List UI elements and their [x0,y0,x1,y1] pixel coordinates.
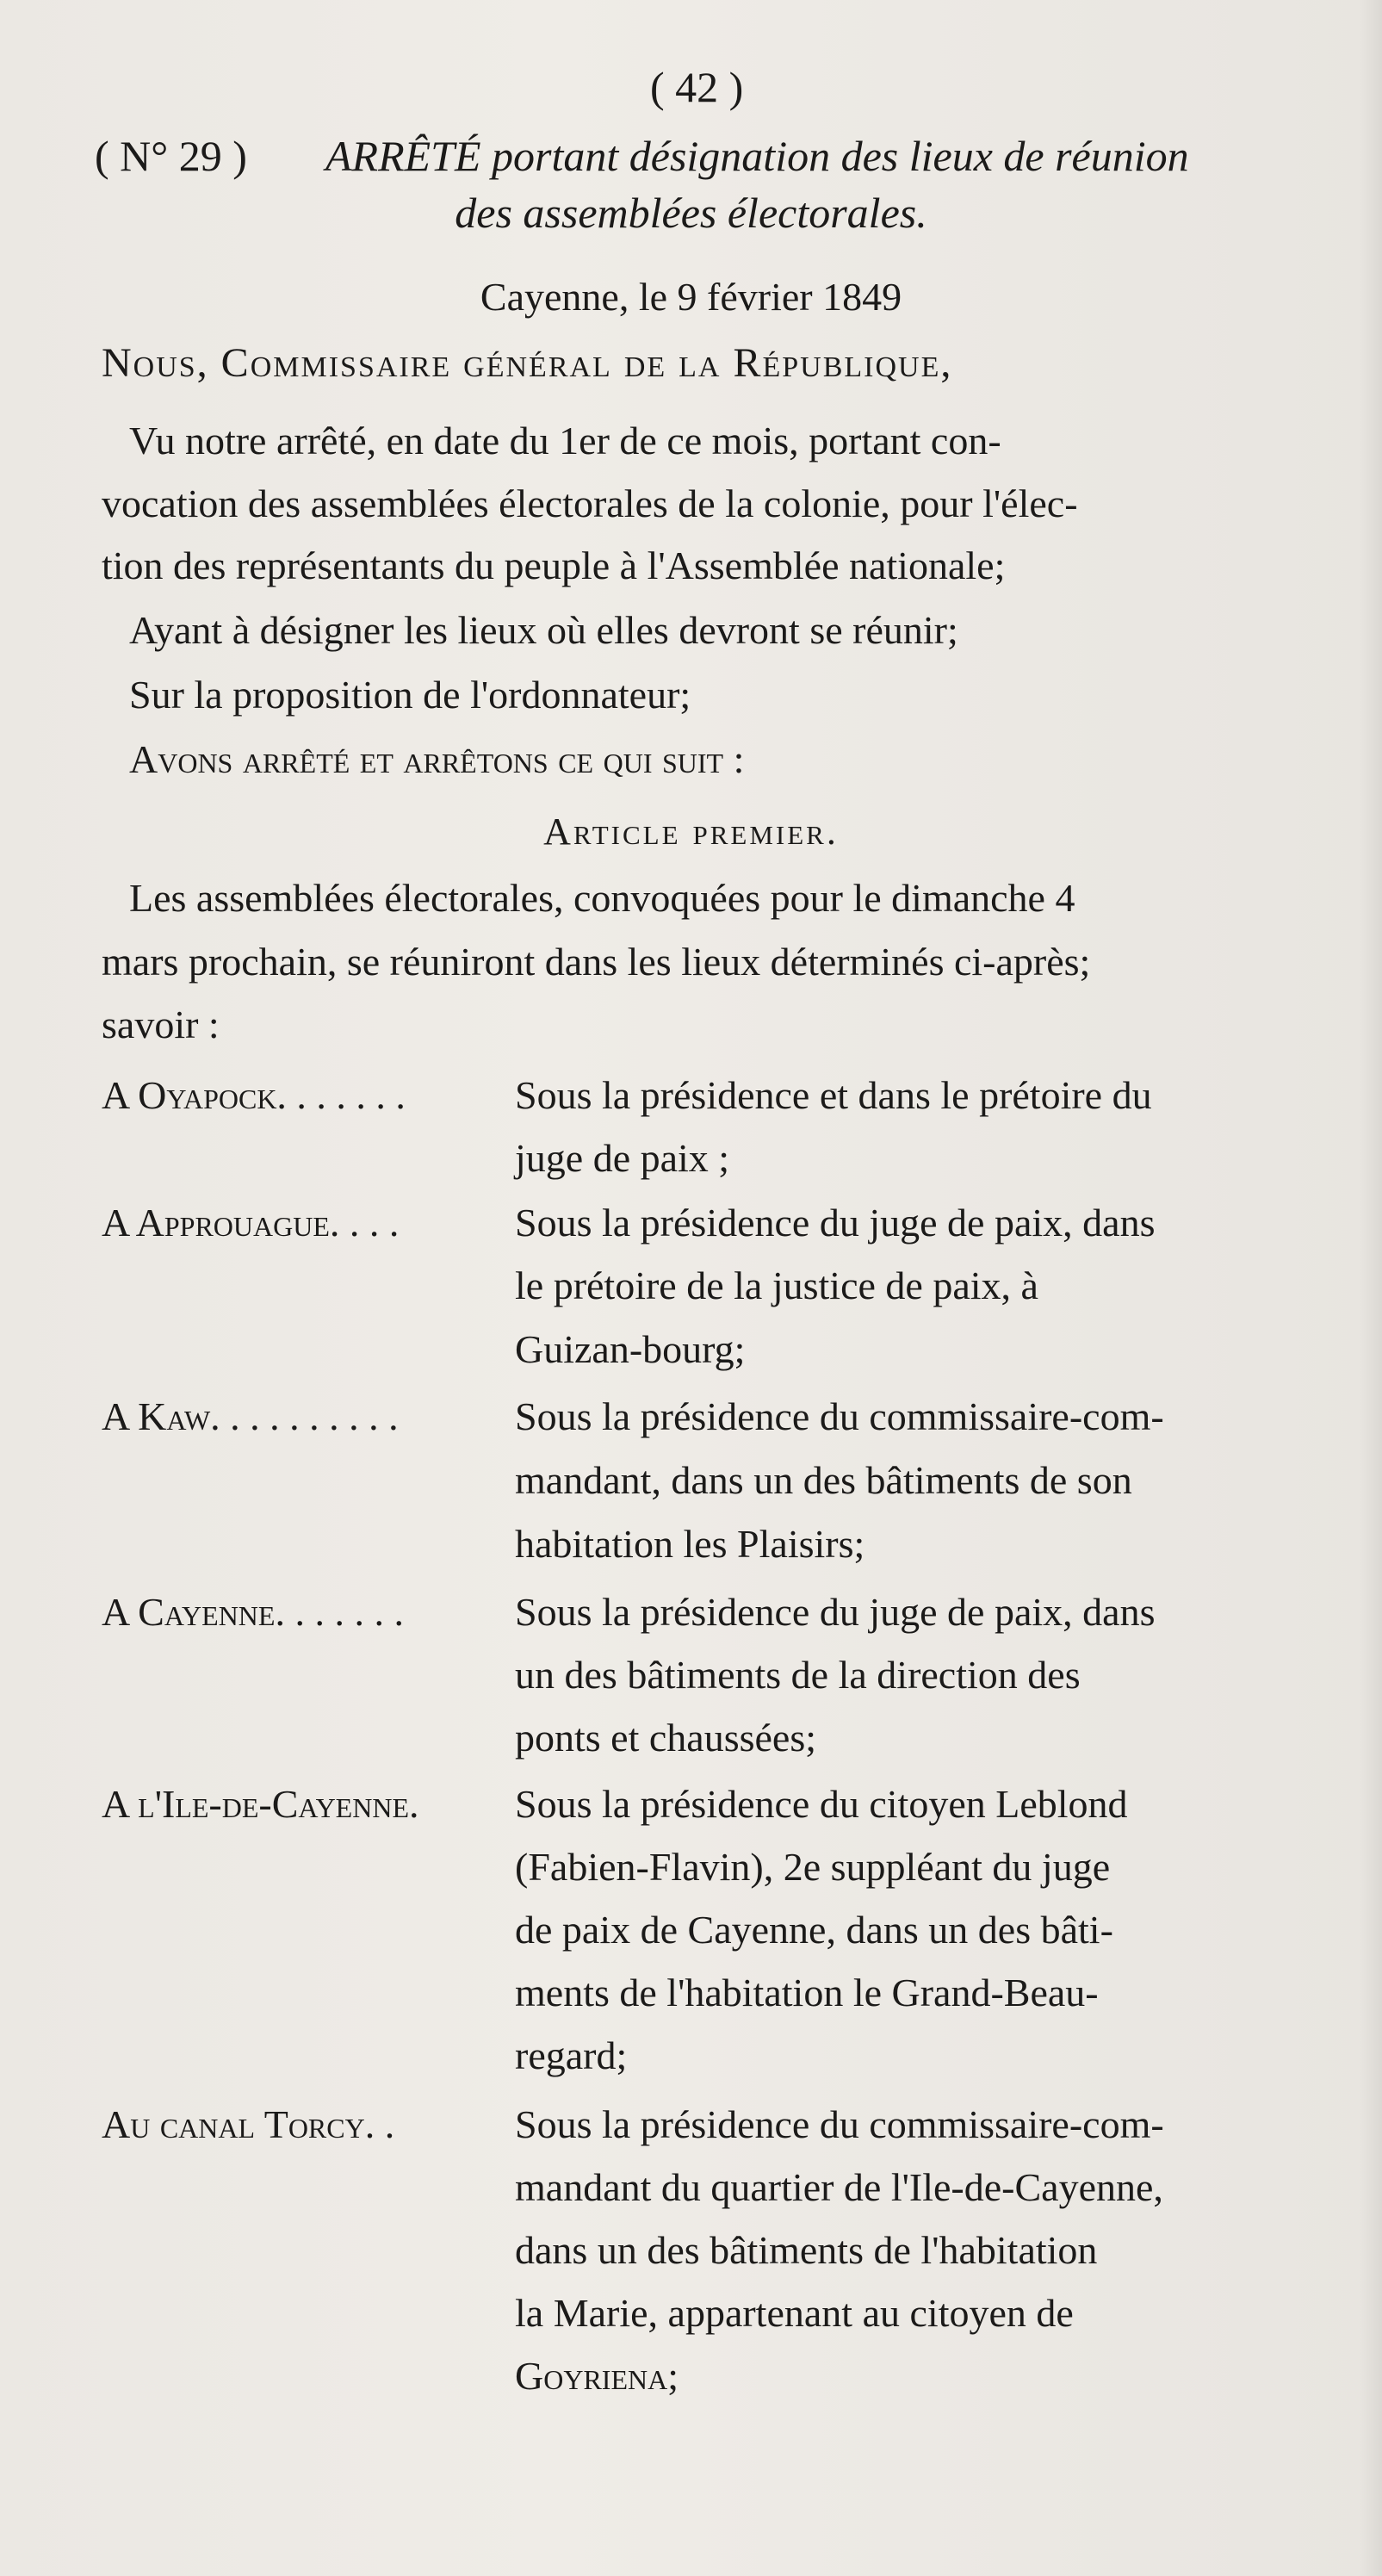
preamble-avons: Avons arrêté et arrêtons ce qui suit : [129,737,745,781]
location-text-line: Sous la présidence du commissaire-com- [515,2102,1164,2146]
location-text-line: Sous la présidence du juge de paix, dans [515,1590,1156,1634]
arrete-number: ( N° 29 ) [95,132,247,180]
location-text-line: Sous la présidence et dans le prétoire du [515,1073,1152,1117]
location-text-line: Sous la présidence du citoyen Leblond [515,1782,1128,1826]
page-number: ( 42 ) [650,63,744,111]
article-text-line-2: mars prochain, se réuniront dans les lieux déterminés ci-après; [102,940,1091,984]
location-text-line: Guizan-bourg; [515,1327,746,1371]
article-text-line-1: Les assemblées électorales, convoquées pour le dimanche 4 [129,876,1075,920]
location-text-line: ments de l'habitation le Grand-Beau- [515,1971,1099,2014]
preamble-vu-line-3: tion des représentants du peuple à l'Assemblée nationale; [102,543,1006,587]
location-text-line: dans un des bâtiments de l'habitation [515,2228,1098,2272]
arrete-title-line-2: des assemblées électorales. [455,189,927,237]
location-label-oyapock: A Oyapock. . . . . . . [102,1073,406,1117]
article-text-line-3: savoir : [102,1002,220,1046]
location-text-line: mandant, dans un des bâtiments de son [515,1458,1132,1502]
article-heading: Article premier. [543,810,839,853]
location-text-line: mandant du quartier de l'Ile-de-Cayenne, [515,2165,1163,2209]
location-label-kaw: A Kaw. . . . . . . . . . [102,1394,399,1438]
preamble-ayant: Ayant à désigner les lieux où elles devront se réunir; [129,608,958,652]
location-label-ile-de-cayenne: A l'Ile-de-Cayenne. [102,1782,419,1826]
location-text-line: habitation les Plaisirs; [515,1522,865,1566]
preamble-vu-line-1: Vu notre arrêté, en date du 1er de ce mois, portant con- [129,419,1001,462]
location-text-line: ponts et chaussées; [515,1716,817,1760]
location-text-line: juge de paix ; [515,1136,730,1180]
location-label-cayenne: A Cayenne. . . . . . . [102,1590,404,1634]
arrete-title-line-1: ARRÊTÉ portant désignation des lieux de réunion [325,132,1189,180]
dateline: Cayenne, le 9 février 1849 [480,275,902,319]
location-text-line: Goyriena; [515,2354,679,2398]
location-text-line: la Marie, appartenant au citoyen de [515,2291,1074,2335]
location-text-line: Sous la présidence du juge de paix, dans [515,1201,1156,1245]
location-text-line: Sous la présidence du commissaire-com- [515,1394,1164,1438]
preamble-opening: Nous, Commissaire général de la République, [102,340,953,386]
location-text-line: un des bâtiments de la direction des [515,1653,1081,1697]
preamble-vu-line-2: vocation des assemblées électorales de la colonie, pour l'élec- [102,481,1078,525]
preamble-sur: Sur la proposition de l'ordonnateur; [129,673,691,717]
location-text-line: (Fabien-Flavin), 2e suppléant du juge [515,1845,1111,1889]
location-text-line: regard; [515,2033,628,2077]
location-text-line: le prétoire de la justice de paix, à [515,1263,1038,1307]
page-edge-shadow [1360,0,1382,2576]
location-text-line: de paix de Cayenne, dans un des bâti- [515,1908,1113,1952]
location-label-canal-torcy: Au canal Torcy. . [102,2102,395,2146]
location-label-approuague: A Approuague. . . . [102,1201,400,1245]
